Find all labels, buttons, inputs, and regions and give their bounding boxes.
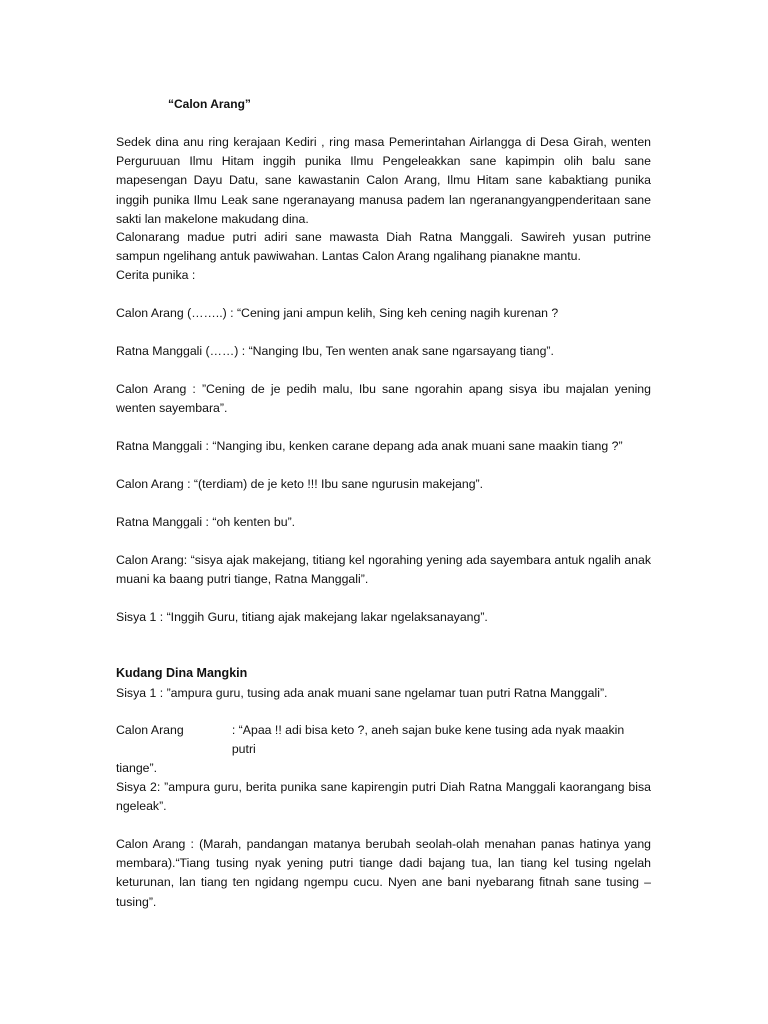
dialogue-line: Calon Arang (……..) : “Cening jani ampun kelih, Sing keh cening nagih kurenan ?: [116, 306, 559, 320]
dialogue-text: : “Apaa !! adi bisa keto ?, aneh sajan buke kene tusing ada nyak maakin putri: [231, 723, 625, 757]
cerita-label: Cerita punika :: [116, 268, 196, 282]
dialogue-line: Ratna Manggali (……) : “Nanging Ibu, Ten wenten anak sane ngarsayang tiang”.: [116, 344, 554, 358]
dialogue-line-split: [116, 721, 651, 779]
dialogue-line: Sisya 1 : “Inggih Guru, titiang ajak makejang lakar ngelaksanayang”.: [116, 610, 488, 624]
dialogue-line: Calon Arang : ”Cening de je pedih malu, Ibu sane ngorahin apang sisya ibu majalan yening wenten sayembara”.: [116, 382, 651, 416]
paragraph-2: Calonarang madue putri adiri sane mawasta Diah Ratna Manggali. Sawireh yusan putrine sampun ngelihang antuk pawiwahan. Lantas Calon Arang ngalihang pianakne mantu.: [116, 230, 651, 264]
intro-paragraph: Sedek dina anu ring kerajaan Kediri , ring masa Pemerintahan Airlangga di Desa Girah, wenten Perguruuan Ilmu Hitam inggih punika Ilmu Pengeleakkan sane kapimpin olih balu sane mapesengan Dayu Datu, sane kawastanin Calon Arang, Ilmu Hitam sane kabaktiang punika inggih punika Ilmu Leak sane ngeranayang manusa padem lan ngeranangyangpenderitaan sane sakti lan makelone makudang dina.: [116, 135, 651, 226]
dialogue-line: Ratna Manggali : “oh kenten bu”.: [116, 515, 296, 529]
dialogue-text-continued: tiange”.: [116, 761, 158, 776]
speaker-name: Calon Arang: [116, 723, 184, 737]
dialogue-line-first-row: [116, 721, 651, 759]
dialogue-line: Calon Arang: “sisya ajak makejang, titiang kel ngorahing yening ada sayembara antuk ngalih anak muani ka baang putri tiange, Ratna Manggali”.: [116, 553, 651, 587]
document-title: “Calon Arang”: [168, 97, 251, 111]
section-heading: Kudang Dina Mangkin: [116, 666, 248, 680]
dialogue-line: Calon Arang : “(terdiam) de je keto !!! Ibu sane ngurusin makejang”.: [116, 477, 484, 491]
dialogue-line: Sisya 1 : ”ampura guru, tusing ada anak muani sane ngelamar tuan putri Ratna Manggali”.: [116, 686, 608, 700]
dialogue-line: Sisya 2: ”ampura guru, berita punika sane kapirengin putri Diah Ratna Manggali kaorangang bisa ngeleak”.: [116, 780, 651, 814]
dialogue-line: Calon Arang : (Marah, pandangan matanya berubah seolah-olah menahan panas hatinya yang membara).“Tiang tusing nyak yening putri tiange dadi bajang tua, lan tiang kel tusing ngelah keturunan, lan tiang ten ngidang ngempu cucu. Nyen ane bani nyebarang fitnah sane tusing – tusing”.: [116, 837, 651, 909]
dialogue-line: Ratna Manggali : “Nanging ibu, kenken carane depang ada anak muani sane maakin tiang ?”: [116, 439, 623, 453]
